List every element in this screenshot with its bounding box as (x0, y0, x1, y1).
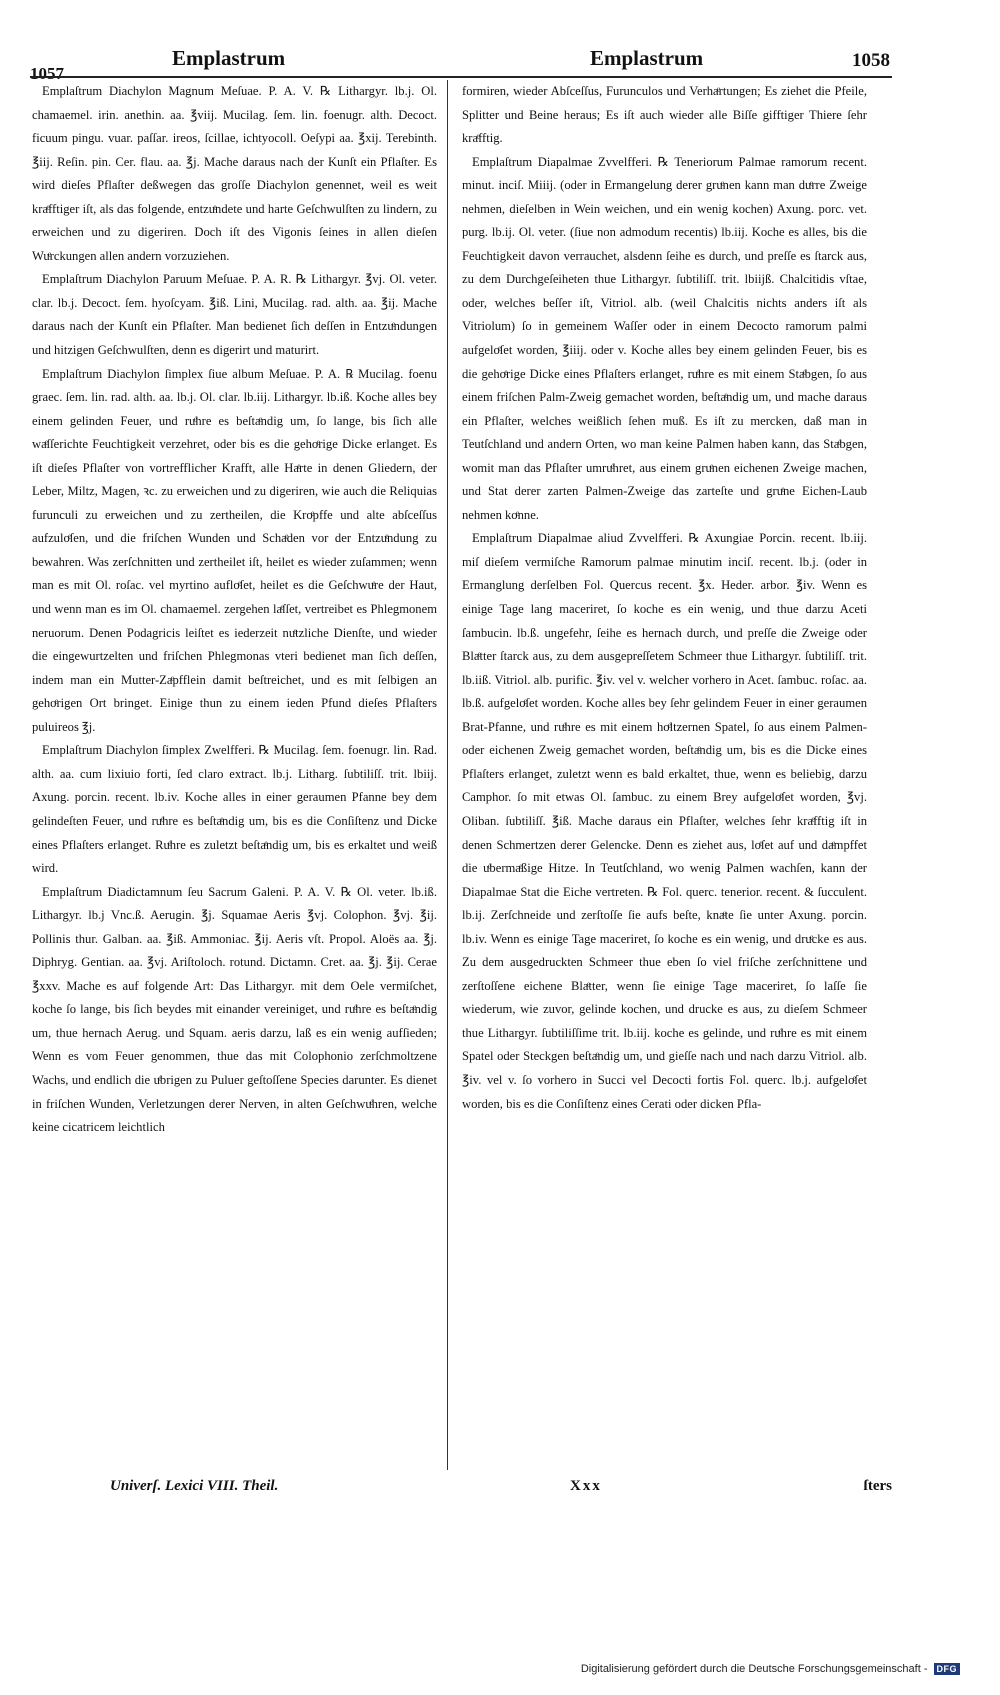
entry-diachylon-simplex-album: Emplaſtrum Diachylon ſimplex ſiue album Meſuae. P. A. ℞ Mucilag. foenu graec. ſem. lin. rad. alth. aa. lb.j. Ol. clar. lb.iij. Lithargyr. lb.iß. Koche alles bey einem gelinden Feuer, und ruͤhre es beſtaͤndig um, ſo lange, bis ſich alle waͤſſerichte Feuchtigkeit verzehret, oder bis es die gehoͤrige Dicke erlanget. Es iſt dieſes Pflaſter von vortrefflicher Krafft, alle Haͤrte in denen Gliedern, der Leber, Miltz, Magen, ꝛc. zu erweichen und zu digeriren, wie auch die Reliquias furunculi zu erweichen und zu zertheilen, die Kroͤpffe und alte abſceſſus aufzuloͤſen, und die friſchen Wunden und Schaͤden vor der Entzuͤndung zu bewahren. Was zerſchnitten und zertheilet iſt, heilet es wieder zuſammen; wenn man es mit Ol. roſac. vel myrtino aufloͤſet, heilet es die Geſchwuͤre der Haut, und wenn man es im Ol. chamaemel. zergehen laͤſſet, vertreibet es Phlegmonem neruorum. Denen Podagricis leiſtet es iederzeit nuͤtzliche Dienſte, und wieder die eingewurtzelten und friſchen Phlegmonas vteri bedienet man ſich deſſen, indem man ein Mutter-Zaͤpfflein damit beſtreichet, und es mit ſelbigen an gehoͤrigen Ort bringet. Einige thun zu einem ieden Pfund dieſes Pflaſters puluireos ℥j. (32, 366, 437, 734)
right-column (462, 80, 867, 1116)
page-number-left: 1057 (30, 64, 64, 83)
page-number-right: 1058 (852, 50, 890, 71)
credit-text: Digitalisierung gefördert durch die Deutsche Forschungsgemeinschaft - (580, 1663, 928, 1675)
entry-diachylon-simplex-zwelfferi: Emplaſtrum Diachylon ſimplex Zwelfferi. ℞ Mucilag. ſem. foenugr. lin. Rad. alth. aa. cum lixiuio forti, ſed claro extract. lb.j. Litharg. ſubtiliſſ. trit. lbiij. Axung. porcin. recent. lb.iv. Koche alles in einer geraumen Pfanne bey dem gelindeſten Feuer, und ruͤhre es beſtaͤndig um, bis es die Conſiſtenz und Dicke eines Pflaſters erlanget. Ruͤhre es zuletzt beſtaͤndig um, bis es erkaltet und weiß wird. (32, 743, 437, 876)
column-divider (447, 80, 448, 1470)
entry-diachylon-magnum: Emplaſtrum Diachylon Magnum Meſuae. P. A. V. ℞ Lithargyr. lb.j. Ol. chamaemel. irin. anethin. aa. ℥viij. Mucilag. ſem. lin. foenugr. alth. Decoct. ficuum pingu. vuar. paſſar. ireos, ſcillae, ichtyocoll. Oeſypi aa. ℥xij. Terebinth. ℥iij. Reſin. pin. Cer. flau. aa. ℥j. Mache daraus nach der Kunſt ein Pflaſter. Es wird dieſes Pflaſter deßwegen das groſſe Diachylon genennet, weil es weit kraͤfftiger iſt, als das folgende, entzuͤndete und harte Geſchwulſten zu lindern, zu erweichen und zu digeriren. Doch iſt des Vigonis ſeines in allen dieſen Wuͤrckungen allen andern vorzuziehen. (32, 84, 437, 263)
entry-continuation: formiren, wieder Abſceſſus, Furunculos und Verhaͤrtungen; Es ziehet die Pfeile, Splitter und Beine heraus; Es iſt auch wieder alle Biſſe gifftiger Thiere ſehr kraͤfftig. (462, 84, 867, 146)
running-head-left: Emplastrum (172, 46, 286, 70)
digitization-credit (581, 1663, 960, 1675)
running-head-right: Emplastrum (590, 46, 704, 70)
gathering-signature: Xxx (570, 1478, 602, 1494)
page-footer (30, 1478, 892, 1504)
catchword: ſters (863, 1478, 892, 1494)
dfg-logo-icon: DFG (934, 1663, 961, 1675)
volume-signature: Univerſ. Lexici VIII. Theil. (110, 1478, 279, 1494)
entry-diapalmae-aliud: Emplaſtrum Diapalmae aliud Zvvelfferi. ℞ Axungiae Porcin. recent. lb.iij. miſ dieſem vermiſche Ramorum palmae minutim inciſ. recent. lb.j. (oder in Ermanglung derſelben Fol. Quercus recent. ℥x. Heder. arbor. ℥iv. Wenn es einige Tage lang maceriret, ſo koche es ein wenig, und thue darzu Aceti ſambucin. lb.ß. ungefehr, ſeihe es hernach durch, und preſſe die Zweige oder Blaͤtter ſtarck aus, zu dem ausgepreſſetem Schmeer thue Lithargyr. ſubtiliſſ. trit. lb.iiß. Vitriol. alb. purific. ℥iv. vel v. welcher vorhero in Acet. ſambuc. roſac. aa. lb.ß. aufgeloͤſet worden. Koche alles bey ſehr gelindem Feuer in einer geraumen Brat-Pfanne, und ruͤhre es mit einem hoͤltzernen Spatel, ſo aus einem Palmen- oder eichenen Zweig gemachet worden, beſtaͤndig um, bis es die Dicke eines Pflaſters erlanget, zuletzt wenn es bald erkaltet, thue, wenn es beliebig, darzu Camphor. ſo mit etwas Ol. ſambuc. zu einem Brey aufgeloͤſet worden, ℥vj. Oliban. ſubtiliſſ. ℥iß. Mache daraus ein Pflaſter, welches ſehr kraͤfftig iſt in denen Schmertzen derer Gelencke. Denn es ziehet aus, loͤſet auf und daͤmpffet die uͤbermaͤßige Hitze. In Teutſchland, wo wenig Palmen wachſen, kann der Diapalmae Stat die Eiche vertreten. ℞ Fol. querc. tenerior. recent. & ſucculent. lb.ij. Zerſchneide und zerſtoſſe ſie aufs beſte, knaͤte ſie unter Axung. porcin. lb.iv. Wenn es einige Tage maceriret, ſo koche es ein wenig, und druͤcke es aus. Zu dem ausgedruckten Schmeer thue eben ſo viel friſche zerſchnittene und zerſtoſſene eichene Blaͤtter, wenn ſie einige Tage maceriret, ſo laſſe ſie wiederum, wie zuvor, gelinde kochen, und drucke es aus, zu dieſem Schmeer thue Lithargyr. ſubtiliſſime trit. lb.iij. koche es gelinde, und ruͤhre es mit einem Spatel oder Steckgen beſtaͤndig um, und gieſſe nach und nach darzu Vitriol. alb. ℥iv. vel v. ſo vorhero in Succi vel Decocti fortis Fol. querc. lb.j. aufgeloͤſet worden, bis es die Conſiſtenz eines Cerati oder dicken Pfla- (462, 531, 867, 1111)
entry-diapalmae: Emplaſtrum Diapalmae Zvvelfferi. ℞ Teneriorum Palmae ramorum recent. minut. inciſ. Miiij. (oder in Ermangelung derer gruͤnen kann man duͤrre Zweige nehmen, dieſelben in Wein weichen, und ein wenig kochen) Axung. porc. vet. purg. lb.ij. Ol. veter. (ſiue non admodum recentis) lb.iij. Koche es alles, bis die Feuchtigkeit davon verrauchet, alsdenn ſeihe es durch, und preſſe es ſtarck aus, zu dem Durchgeſeiheten thue Lithargyr. ſubtiliſſ. trit. lbiijß. Chalcitidis vſtae, oder, welches beſſer iſt, Vitriol. alb. (weil Chalcitis nichts anders iſt als Vitriolum) ſo in gemeinem Waſſer oder in einem Decocto ramorum palmi aufgeloͤſet worden, ℥iiij. oder v. Koche alles bey einem gelinden Feuer, bis es die gehoͤrige Dicke eines Pflaſters erlanget, ruͤhre es mit einem Staͤbgen, ſo aus einem friſchen Palm-Zweig gemachet worden, beſtaͤndig um, und mache daraus ein Pflaſter, welches weißlich ſehen muß. Es iſt zu mercken, daß man in Teutſchland und andern Orten, wo man keine Palmen haben kann, das Staͤbgen, womit man das Pflaſter umruͤhret, aus einem gruͤnen eichenen Zweige machen, und Stat derer zarten Palmen-Zweige das zarteſte und gruͤne Eichen-Laub nehmen koͤnne. (462, 154, 867, 522)
left-column (32, 80, 437, 1140)
entry-diachylon-paruum: Emplaſtrum Diachylon Paruum Meſuae. P. A. R. ℞ Lithargyr. ℥vj. Ol. veter. clar. lb.j. Decoct. ſem. hyoſcyam. ℥iß. Lini, Mucilag. rad. alth. aa. ℥ij. Mache daraus nach der Kunſt ein Pflaſter. Man bedienet ſich deſſen in Entzuͤndungen und hitzigen Geſchwulſten, denn es digerirt und maturirt. (32, 272, 437, 358)
page-header (30, 36, 890, 83)
header-rule (30, 76, 892, 78)
entry-diadictamnum: Emplaſtrum Diadictamnum ſeu Sacrum Galeni. P. A. V. ℞ Ol. veter. lb.iß. Lithargyr. lb.j Vnc.ß. Aerugin. ℥j. Squamae Aeris ℥vj. Colophon. ℥vj. ℥ij. Pollinis thur. Galban. aa. ℥iß. Ammoniac. ℥ij. Aeris vſt. Propol. Aloës aa. ℥j. Diphryg. Gentian. aa. ℥vj. Ariſtoloch. rotund. Dictamn. Cret. aa. ℥j. ℥ij. Cerae ℥xxv. Mache es auf folgende Art: Das Lithargyr. mit dem Oele vermiſchet, koche ſo lange, bis ſich beydes mit einander vereiniget, und ruͤhre es beſtaͤndig um, thue hernach Aerug. und Squam. aeris darzu, laß es ein wenig aufſieden; Wenn es vom Feuer genommen, thue das mit Colophonio zerſchmoltzene Wachs, und endlich die uͤbrigen zu Puluer geſtoſſene Species darunter. Es dienet in friſchen Wunden, Verletzungen derer Nerven, in alten Geſchwuͤhren, welche keine cicatricem leichtlich (32, 884, 437, 1135)
